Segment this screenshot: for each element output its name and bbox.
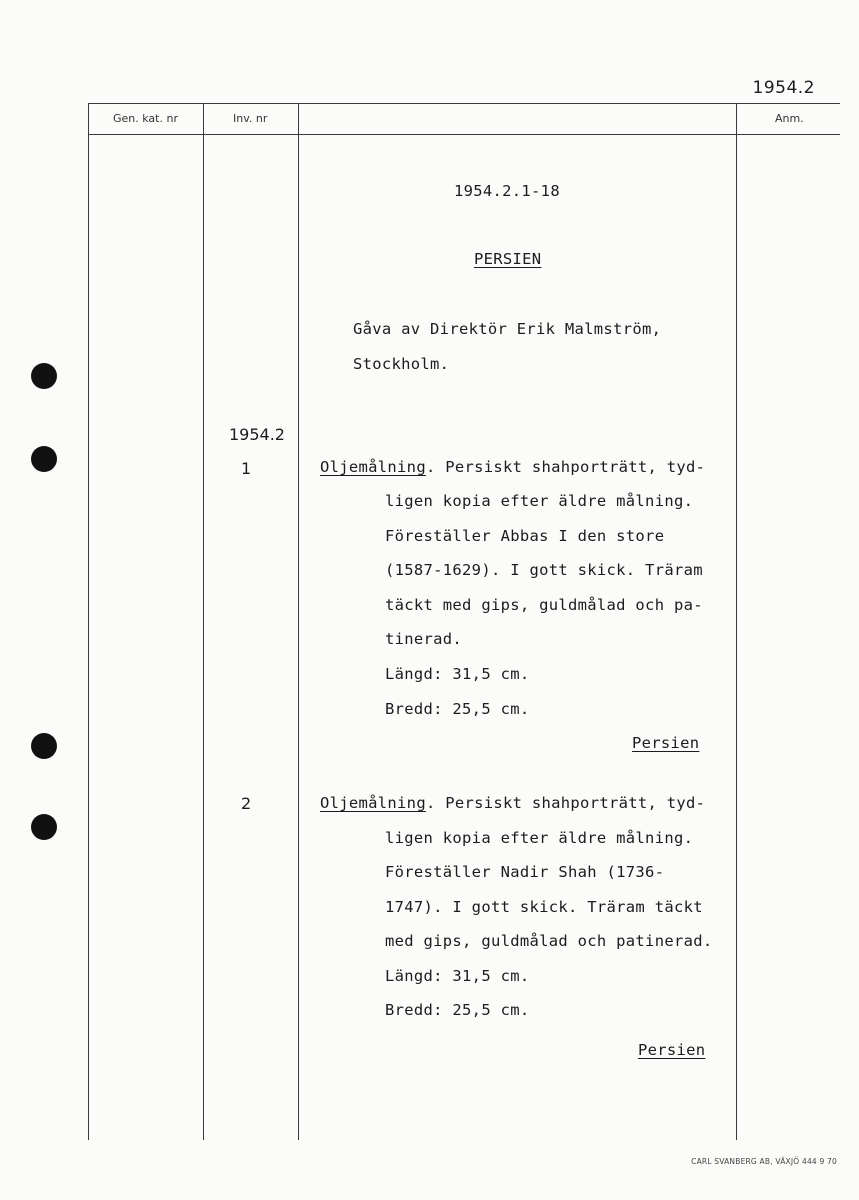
catalogue-range: 1954.2.1-18 bbox=[454, 182, 560, 200]
binder-hole bbox=[31, 814, 57, 840]
entry-line: ligen kopia efter äldre målning. bbox=[385, 492, 694, 510]
entry-line: (1587-1629). I gott skick. Träram bbox=[385, 561, 703, 579]
table-header-rule bbox=[88, 134, 840, 135]
entry-line: Längd: 31,5 cm. bbox=[385, 665, 530, 683]
entry-title: Oljemålning bbox=[320, 458, 426, 476]
column-header-inv-nr: Inv. nr bbox=[233, 112, 268, 125]
entry-line: . Persiskt shahporträtt, tyd- bbox=[425, 794, 706, 812]
table-top-rule bbox=[88, 103, 840, 104]
binder-hole bbox=[31, 446, 57, 472]
entry-origin: Persien bbox=[638, 1041, 706, 1059]
column-divider bbox=[298, 103, 299, 1140]
entry-first-line bbox=[320, 794, 705, 812]
binder-hole bbox=[31, 733, 57, 759]
donor-line: Stockholm. bbox=[353, 355, 450, 373]
entry-line: täckt med gips, guldmålad och pa- bbox=[385, 596, 703, 614]
entry-line: 1747). I gott skick. Träram täckt bbox=[385, 898, 703, 916]
entry-line: Föreställer Nadir Shah (1736- bbox=[385, 863, 665, 881]
entry-line: ligen kopia efter äldre målning. bbox=[385, 829, 694, 847]
inv-prefix: 1954.2 bbox=[229, 425, 285, 444]
inv-number: 2 bbox=[241, 794, 252, 813]
column-header-gen-kat-nr: Gen. kat. nr bbox=[113, 112, 178, 125]
page-number: 1954.2 bbox=[752, 78, 815, 98]
entry-line: med gips, guldmålad och patinerad. bbox=[385, 932, 713, 950]
inv-number: 1 bbox=[241, 459, 252, 478]
entry-line: Bredd: 25,5 cm. bbox=[385, 700, 530, 718]
column-divider bbox=[736, 103, 737, 1140]
entry-line: Bredd: 25,5 cm. bbox=[385, 1001, 530, 1019]
entry-first-line bbox=[320, 458, 705, 476]
entry-origin: Persien bbox=[632, 734, 700, 752]
country-heading: PERSIEN bbox=[474, 250, 542, 268]
entry-line: Längd: 31,5 cm. bbox=[385, 967, 530, 985]
entry-title: Oljemålning bbox=[320, 794, 426, 812]
entry-line: . Persiskt shahporträtt, tyd- bbox=[425, 458, 706, 476]
column-divider bbox=[203, 103, 204, 1140]
column-divider bbox=[88, 103, 89, 1140]
entry-line: Föreställer Abbas I den store bbox=[385, 527, 665, 545]
column-header-anm: Anm. bbox=[775, 112, 804, 125]
printer-footer: CARL SVANBERG AB, VÄXJÖ 444 9 70 bbox=[691, 1157, 837, 1166]
donor-line: Gåva av Direktör Erik Malmström, bbox=[353, 320, 662, 338]
binder-hole bbox=[31, 363, 57, 389]
entry-line: tinerad. bbox=[385, 630, 463, 648]
